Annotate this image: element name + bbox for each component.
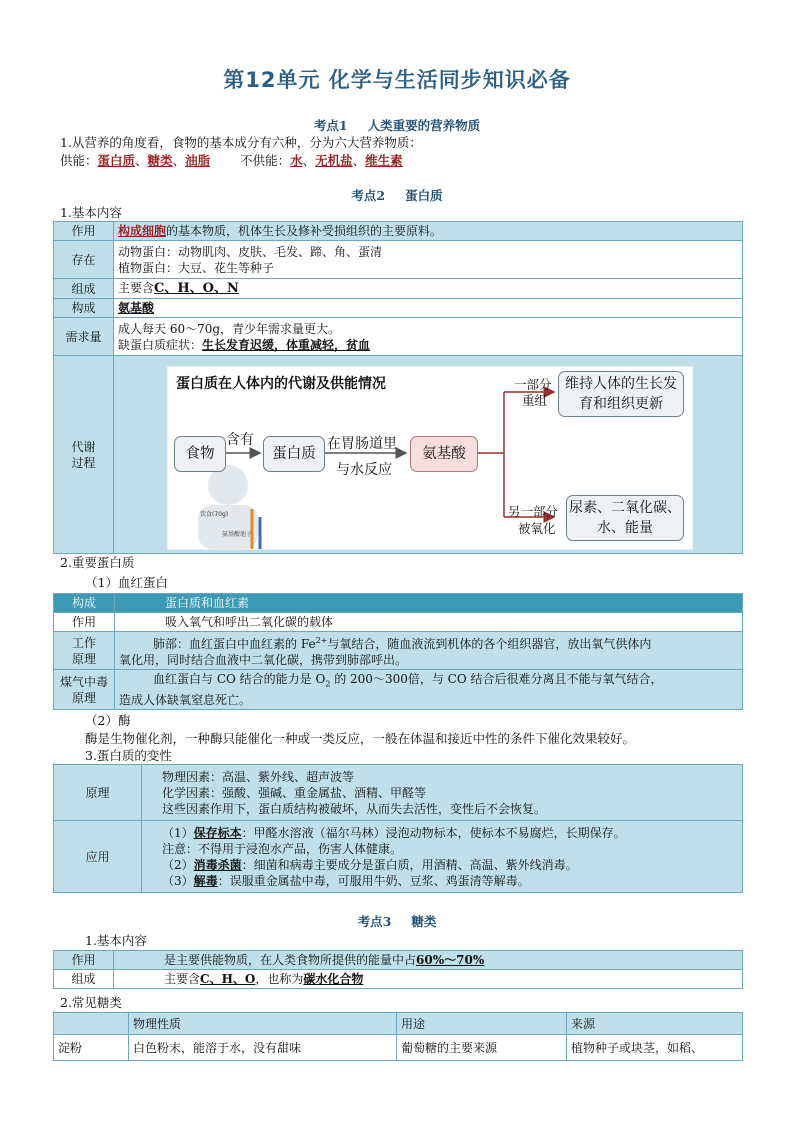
nutrient-protein: 蛋白质 <box>97 153 136 168</box>
highlight-text: 保存标本 <box>193 825 242 840</box>
kd1-number: 考点1 <box>313 118 348 133</box>
cell-text: 化学因素：强酸、强碱、重金属盐、酒精、甲醛等 <box>162 785 427 800</box>
cell-text: 植物种子或块茎，如稻、 <box>567 1035 743 1061</box>
amino-box: 氨基酸 <box>410 436 478 472</box>
subheading-common-sugars: 2.常见糖类 <box>60 995 122 1010</box>
water-label: 与水反应 <box>336 462 392 478</box>
highlight-text: 解毒 <box>193 873 218 888</box>
header-cell <box>54 1013 129 1035</box>
row-label: 组成 <box>54 279 114 299</box>
bugong-label: 不供能： <box>240 153 291 168</box>
kd1-name: 人类重要的营养物质 <box>367 118 481 133</box>
hemoglobin-table <box>53 593 743 710</box>
highlight-text: 生长发育迟缓，体重减轻，贫血 <box>202 337 371 352</box>
denaturation-table <box>53 764 743 893</box>
row-label: 组成 <box>54 970 114 989</box>
cell-text: 缺蛋白质症状： <box>118 337 203 352</box>
header-cell: 来源 <box>567 1013 743 1035</box>
cell-text: 主要含 <box>118 281 155 295</box>
subheading-important: 2.重要蛋白质 <box>60 555 135 570</box>
table-row <box>54 299 743 318</box>
highlight-text: 60%～70% <box>416 953 485 967</box>
kd3-name: 糖类 <box>411 914 437 929</box>
cell-text: 葡萄糖的主要来源 <box>397 1035 567 1061</box>
sugar-table <box>53 950 743 989</box>
row-label: 作用 <box>54 613 115 632</box>
page-title: 第12单元 化学与生活同步知识必备 <box>223 68 571 92</box>
table-row <box>54 970 743 989</box>
part2-label: 另一部分 <box>508 504 559 519</box>
subheading-sugar-basic: 1.基本内容 <box>85 933 147 948</box>
table-row <box>54 670 743 710</box>
maintain-box: 维持人体的生长发育和组织更新 <box>558 371 684 417</box>
subheading-basic: 1.基本内容 <box>60 205 122 220</box>
table-row <box>54 765 743 821</box>
highlight-text: 消毒杀菌 <box>193 857 242 872</box>
header-cell: 蛋白质和血红素 <box>115 594 743 613</box>
cell-text: 这些因素作用下，蛋白质结构被破坏，从而失去活性，变性后不会恢复。 <box>162 801 547 816</box>
row-label: 需求量 <box>54 318 114 356</box>
part1-label: 一部分 <box>514 377 552 392</box>
kd2-name: 蛋白质 <box>405 188 443 203</box>
cell-text: 与氧结合，随血液流到机体的各个组织器官，放出氧气供体内 <box>327 637 652 651</box>
cell-text: （2） <box>162 857 194 872</box>
row-label: 作用 <box>54 222 114 241</box>
kd2-number: 考点2 <box>351 188 386 203</box>
row-label: 存在 <box>54 241 114 279</box>
header-cell: 构成 <box>54 594 115 613</box>
cell-text: 植物蛋白：大豆、花生等种子 <box>118 260 275 275</box>
intro-line: 1.从营养的角度看，食物的基本成分有六种，分为六大营养物质： <box>60 135 422 150</box>
table-row <box>54 241 743 279</box>
oxidized-label: 被氧化 <box>518 521 556 536</box>
row-label <box>54 632 115 670</box>
nutrient-water: 水 <box>290 153 303 168</box>
subheading-hemoglobin: （1）血红蛋白 <box>85 575 168 590</box>
common-sugars-table <box>53 1012 743 1061</box>
table-row <box>54 1013 743 1035</box>
gut-label: 在胃肠道里 <box>327 436 397 452</box>
row-label: 构成 <box>54 299 114 318</box>
section-heading-kd2 <box>0 186 794 204</box>
nutrient-mineral: 无机盐 <box>315 153 353 168</box>
highlight-text: C、H、O、N <box>154 281 239 296</box>
header-cell: 用途 <box>397 1013 567 1035</box>
row-label: 作用 <box>54 951 114 970</box>
row-label-text: 工作原理 <box>71 635 96 666</box>
food-box: 食物 <box>174 436 226 472</box>
highlight-text: 构成细胞 <box>118 224 167 238</box>
table-row <box>54 951 743 970</box>
highlight-text: C、H、O <box>200 972 256 986</box>
small-label-pool: 氨基酸池子 <box>222 531 253 538</box>
cell-text: 物理因素：高温、紫外线、超声波等 <box>162 769 355 784</box>
diagram-title: 蛋白质在人体内的代谢及供能情况 <box>176 376 386 392</box>
cell-text: 肺部：血红蛋白中血红素的 Fe <box>153 637 316 651</box>
nutrient-sugar: 糖类 <box>147 153 173 168</box>
row-label: 淀粉 <box>54 1035 129 1061</box>
nutrient-fat: 油脂 <box>185 153 211 168</box>
cell-text: ：甲醛水溶液（福尔马林）浸泡动物标本，使标本不易腐烂，长期保存。 <box>241 825 626 840</box>
enzyme-text: 酶是生物催化剂，一种酶只能催化一种或一类反应，一般在体温和接近中性的条件下催化效果较好。 <box>85 731 636 746</box>
small-label-diet: 饮食(70g) <box>200 511 229 518</box>
row-label-text: 代谢过程 <box>71 439 96 470</box>
table-row <box>54 279 743 299</box>
cell-text: 的 200～300倍，与 CO 结合后很难分离且不能与氧气结合， <box>330 672 663 686</box>
cell-text: （3） <box>162 873 194 888</box>
cell-text: 白色粉末，能溶于水，没有甜味 <box>129 1035 397 1061</box>
cell-text: 主要含 <box>164 972 201 986</box>
cell-text: 血红蛋白与 CO 结合的能力是 O <box>153 672 326 686</box>
row-label <box>54 670 115 710</box>
cell-text: ：细菌和病毒主要成分是蛋白质，用酒精、高温、紫外线消毒。 <box>241 857 578 872</box>
cell-text: 注意：不得用于浸泡水产品，伤害人体健康。 <box>162 841 403 856</box>
row-label <box>54 356 114 554</box>
table-row <box>54 821 743 893</box>
protein-box: 蛋白质 <box>263 436 325 472</box>
cell-text: ，也称为 <box>255 972 304 986</box>
table-row <box>54 222 743 241</box>
cell-text: 是主要供能物质，在人类食物所提供的能量中占 <box>164 953 417 967</box>
products-box: 尿素、二氧化碳、水、能量 <box>566 495 684 541</box>
cell-text: 的基本物质，机体生长及修补受损组织的主要原料。 <box>166 224 443 238</box>
table-row <box>54 632 743 670</box>
cell-text: （1） <box>162 825 194 840</box>
cell-text: 动物蛋白：动物肌肉、皮肤、毛发、蹄、角、蛋清 <box>118 244 383 259</box>
subheading-enzyme: （2）酶 <box>85 713 131 728</box>
cell-text: 成人每天 60～70g，青少年需求量更大。 <box>118 321 341 336</box>
cell-text: 造成人体缺氧窒息死亡。 <box>119 693 252 708</box>
table-row <box>54 613 743 632</box>
cell-text: 氧化用，同时结合血液中二氧化碳，携带到肺部呼出。 <box>119 653 408 667</box>
section-heading-kd3 <box>0 912 794 930</box>
highlight-text: 氨基酸 <box>118 301 155 315</box>
metabolism-diagram <box>167 366 693 550</box>
table-row <box>54 594 743 613</box>
nutrient-vitamin: 维生素 <box>365 153 403 168</box>
cell-text: 吸入氧气和呼出二氧化碳的载体 <box>115 613 743 632</box>
subscript: 2 <box>325 679 331 689</box>
highlight-text: 碳水化合物 <box>303 972 364 986</box>
table-row <box>54 1035 743 1061</box>
header-cell: 物理性质 <box>129 1013 397 1035</box>
subheading-denaturation: 3.蛋白质的变性 <box>85 748 172 763</box>
contains-label: 含有 <box>226 432 254 448</box>
kd3-number: 考点3 <box>357 914 392 929</box>
section-heading-kd1 <box>0 116 794 134</box>
nutrient-groups: 供能：蛋白质、糖类、油脂 不供能：水、无机盐、维生素 <box>60 153 403 168</box>
row-label-text: 煤气中毒原理 <box>59 674 108 705</box>
gong-label: 供能： <box>60 153 98 168</box>
superscript: 2+ <box>315 636 328 645</box>
cell-text: ：误服重金属盐中毒，可服用牛奶、豆浆、鸡蛋清等解毒。 <box>217 873 530 888</box>
row-label: 应用 <box>54 821 142 893</box>
recombine-label: 重组 <box>522 393 548 408</box>
table-row <box>54 318 743 356</box>
row-label: 原理 <box>54 765 142 821</box>
